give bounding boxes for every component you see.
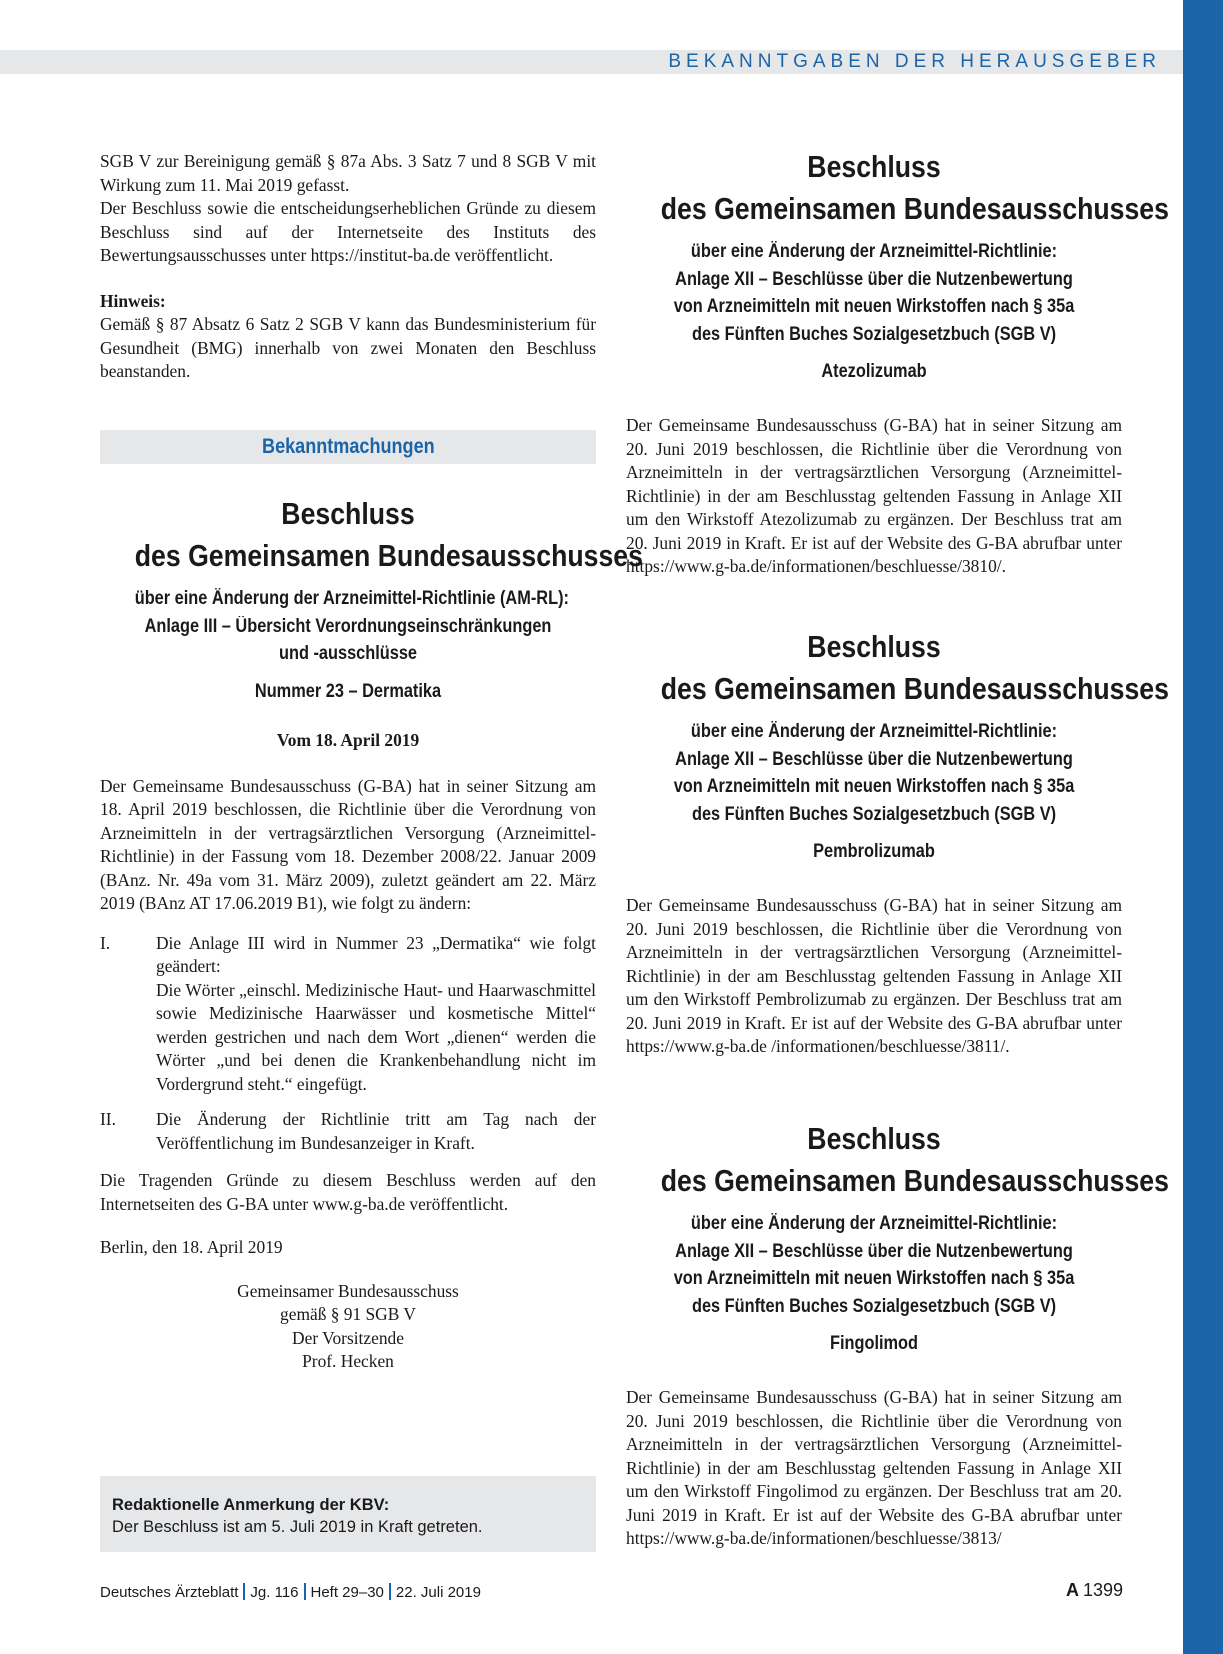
signature-line: Der Vorsitzende [292,1327,404,1348]
bekanntmachungen-label: Bekanntmachungen [261,435,435,458]
intro-text [100,150,596,268]
drug-name: Atezolizumab [821,361,927,382]
beschluss-subtitle-4: des Fünften Buches Sozialgesetzbuch (SGB V) [691,1295,1057,1317]
drug-name: Pembrolizumab [813,841,935,862]
list-item-number: II. [100,1109,116,1129]
list-item-number: I. [100,932,111,953]
beschluss-subtitle-2: Anlage III – Übersicht Verordnungseinschränkungen [144,615,552,637]
beschluss-heading: Beschluss [807,1121,941,1156]
section-title: BEKANNTGABEN DER HERAUSGEBER [668,51,1161,72]
beschluss-subtitle-2: Anlage XII – Beschlüsse über die Nutzenbewertung [675,748,1073,770]
hinweis-title: Hinweis: [100,290,166,311]
beschluss-heading-sub: des Gemeinsamen Bundesausschusses [660,671,1169,706]
beschluss-body: Der Gemeinsame Bundesausschuss (G-BA) hat in seiner Sitzung am 18. April 2019 beschlossen, die Richtlinie über die Verordnung von Arzneimitteln in der vertragsärztlichen Versorgung (Arzneimittel-Richtlinie) in der Fassung vom 18. Dezember 2008/22. Januar 2009 (BAnz. Nr. 49a vom 31. März 2009), zuletzt geändert am 22. März 2019 (BAnz AT 17.06.2019 B1), wie folgt zu ändern: [100,775,596,913]
left-intro [100,150,596,384]
right-block-atezolizumab [626,146,1169,579]
list-item-text: Die Anlage III wird in Nummer 23 „Dermatika“ wie folgt geändert: [156,932,596,976]
beschluss-subtitle-1: über eine Änderung der Arzneimittel-Richtlinie: [690,1213,1058,1234]
beschluss-heading-sub: des Gemeinsamen Bundesausschusses [134,538,643,573]
signature-block [100,1280,596,1374]
drug-name: Fingolimod [829,1333,919,1354]
footer-separator [304,1583,306,1600]
footer-volume: Jg. 116 [250,1584,299,1601]
footer-journal: Deutsches Ärzteblatt [100,1584,239,1601]
beschluss-subtitle-2: Anlage XII – Beschlüsse über die Nutzenbewertung [675,268,1073,290]
place-date: Berlin, den 18. April 2019 [100,1237,283,1257]
beschluss-subtitle-3: von Arzneimitteln mit neuen Wirkstoffen nach § 35a [673,296,1075,317]
footer-date: 22. Juli 2019 [395,1584,481,1601]
beschluss-heading: Beschluss [281,496,415,531]
list-item-text: Die Änderung der Richtlinie tritt am Tag nach der Veröffentlichung im Bundesanzeiger in Kraft. [156,1109,596,1153]
footer-separator [389,1583,391,1600]
beschluss-heading: Beschluss [807,629,941,664]
right-block-pembrolizumab [626,626,1169,1059]
right-block-fingolimod [626,1118,1169,1551]
beschluss-body: Der Gemeinsame Bundesausschuss (G-BA) hat in seiner Sitzung am 20. Juni 2019 beschlossen, die Richtlinie über die Verordnung von Arzneimitteln in der vertragsärztlichen Versorgung (Arzneimittel-Richtlinie) in der am Beschlusstag geltenden Fassung in Anlage XII um den Wirkstoff Pembrolizumab zu ergänzen. Der Beschluss trat am 20. Juni 2019 in Kraft. Er ist auf der Website des G-BA abrufbar unter https://www.g-ba.de /informationen/beschluesse/3811/. [626,895,1122,1056]
list-item [100,932,596,1097]
beschluss-subtitle-4: des Fünften Buches Sozialgesetzbuch (SGB V) [691,323,1057,345]
intro-paragraph-2: Der Beschluss sowie die entscheidungserheblichen Gründe zu diesem Beschluss sind auf der Internetseite des Instituts des Bewertungsausschusses unter https://institut-ba.de veröffentlicht. [100,198,596,265]
reasons-text: Die Tragenden Gründe zu diesem Beschluss werden auf den Internetseiten des G-BA unter www.g-ba.de veröffentlicht. [100,1170,596,1214]
beschluss-date: Vom 18. April 2019 [276,729,420,750]
beschluss-subtitle-2: Anlage XII – Beschlüsse über die Nutzenbewertung [675,1240,1073,1262]
list-item [100,1108,596,1155]
beschluss-subtitle-3: und -ausschlüsse [278,643,418,664]
beschluss-body: Der Gemeinsame Bundesausschuss (G-BA) hat in seiner Sitzung am 20. Juni 2019 beschlossen, die Richtlinie über die Verordnung von Arzneimitteln in der vertragsärztlichen Versorgung (Arzneimittel-Richtlinie) in der am Beschlusstag geltenden Fassung in Anlage XII um den Wirkstoff Atezolizumab zu ergänzen. Der Beschluss trat am 20. Juni 2019 in Kraft. Er ist auf der Website des G-BA abrufbar unter https://www.g-ba.de/informationen/beschluesse/3810/. [626,415,1122,576]
beschluss-body: Der Gemeinsame Bundesausschuss (G-BA) hat in seiner Sitzung am 20. Juni 2019 beschlossen, die Richtlinie über die Verordnung von Arzneimitteln in der vertragsärztlichen Versorgung (Arzneimittel-Richtlinie) in der am Beschlusstag geltenden Fassung in Anlage XII um den Wirkstoff Fingolimod zu ergänzen. Der Beschluss trat am 20. Juni 2019 in Kraft. Er ist auf der Website des G-BA abrufbar unter https://www.g-ba.de/informationen/beschluesse/3813/ [626,1387,1122,1548]
beschluss-subtitle-3: von Arzneimitteln mit neuen Wirkstoffen nach § 35a [673,1268,1075,1289]
editorial-note [100,1476,596,1552]
footer-separator [243,1583,245,1600]
page-number-value: 1399 [1082,1580,1123,1600]
editorial-note-title: Redaktionelle Anmerkung der KBV: [112,1496,390,1514]
signature-line: Gemeinsamer Bundesausschuss [237,1280,459,1301]
list-item-body [156,932,596,1097]
accent-stripe [1183,0,1223,1654]
left-beschluss [100,493,643,1374]
beschluss-subtitle-4: des Fünften Buches Sozialgesetzbuch (SGB V) [691,803,1057,825]
page-number [1066,1580,1123,1601]
footer-issue: Heft 29–30 [310,1584,384,1601]
beschluss-number: Nummer 23 – Dermatika [254,680,442,702]
hinweis-text: Gemäß § 87 Absatz 6 Satz 2 SGB V kann das Bundesministerium für Gesundheit (BMG) innerhalb von zwei Monaten den Beschluss beanstanden. [100,314,596,381]
list-item-text-detail: Die Wörter „einschl. Medizinische Haut- und Haarwaschmittel sowie Medizinische Haarwässer und kosmetische Mittel“ werden gestrichen und nach dem Wort „dienen“ werden die Wörter „und bei denen die Krankenbehandlung nicht im Vordergrund steht.“ eingefügt. [156,979,596,1094]
editorial-note-text: Der Beschluss ist am 5. Juli 2019 in Kraft getreten. [112,1518,483,1536]
beschluss-heading: Beschluss [807,149,941,184]
beschluss-heading-sub: des Gemeinsamen Bundesausschusses [660,1163,1169,1198]
signature-line: gemäß § 91 SGB V [280,1304,416,1324]
page-prefix: A [1065,1580,1079,1600]
beschluss-heading-sub: des Gemeinsamen Bundesausschusses [660,191,1169,226]
list-item-body [156,1108,596,1155]
beschluss-subtitle-1: über eine Änderung der Arzneimittel-Richtlinie: [690,241,1058,262]
signature-line: Prof. Hecken [302,1351,394,1371]
intro-paragraph-1: SGB V zur Bereinigung gemäß § 87a Abs. 3 Satz 7 und 8 SGB V mit Wirkung zum 11. Mai 2019 gefasst. [100,151,596,195]
beschluss-subtitle-1: über eine Änderung der Arzneimittel-Richtlinie (AM-RL): [134,588,569,609]
beschluss-subtitle-1: über eine Änderung der Arzneimittel-Richtlinie: [690,721,1058,742]
footer-citation [100,1583,481,1601]
beschluss-subtitle-3: von Arzneimitteln mit neuen Wirkstoffen nach § 35a [673,776,1075,797]
bekanntmachungen-bar [100,430,596,464]
